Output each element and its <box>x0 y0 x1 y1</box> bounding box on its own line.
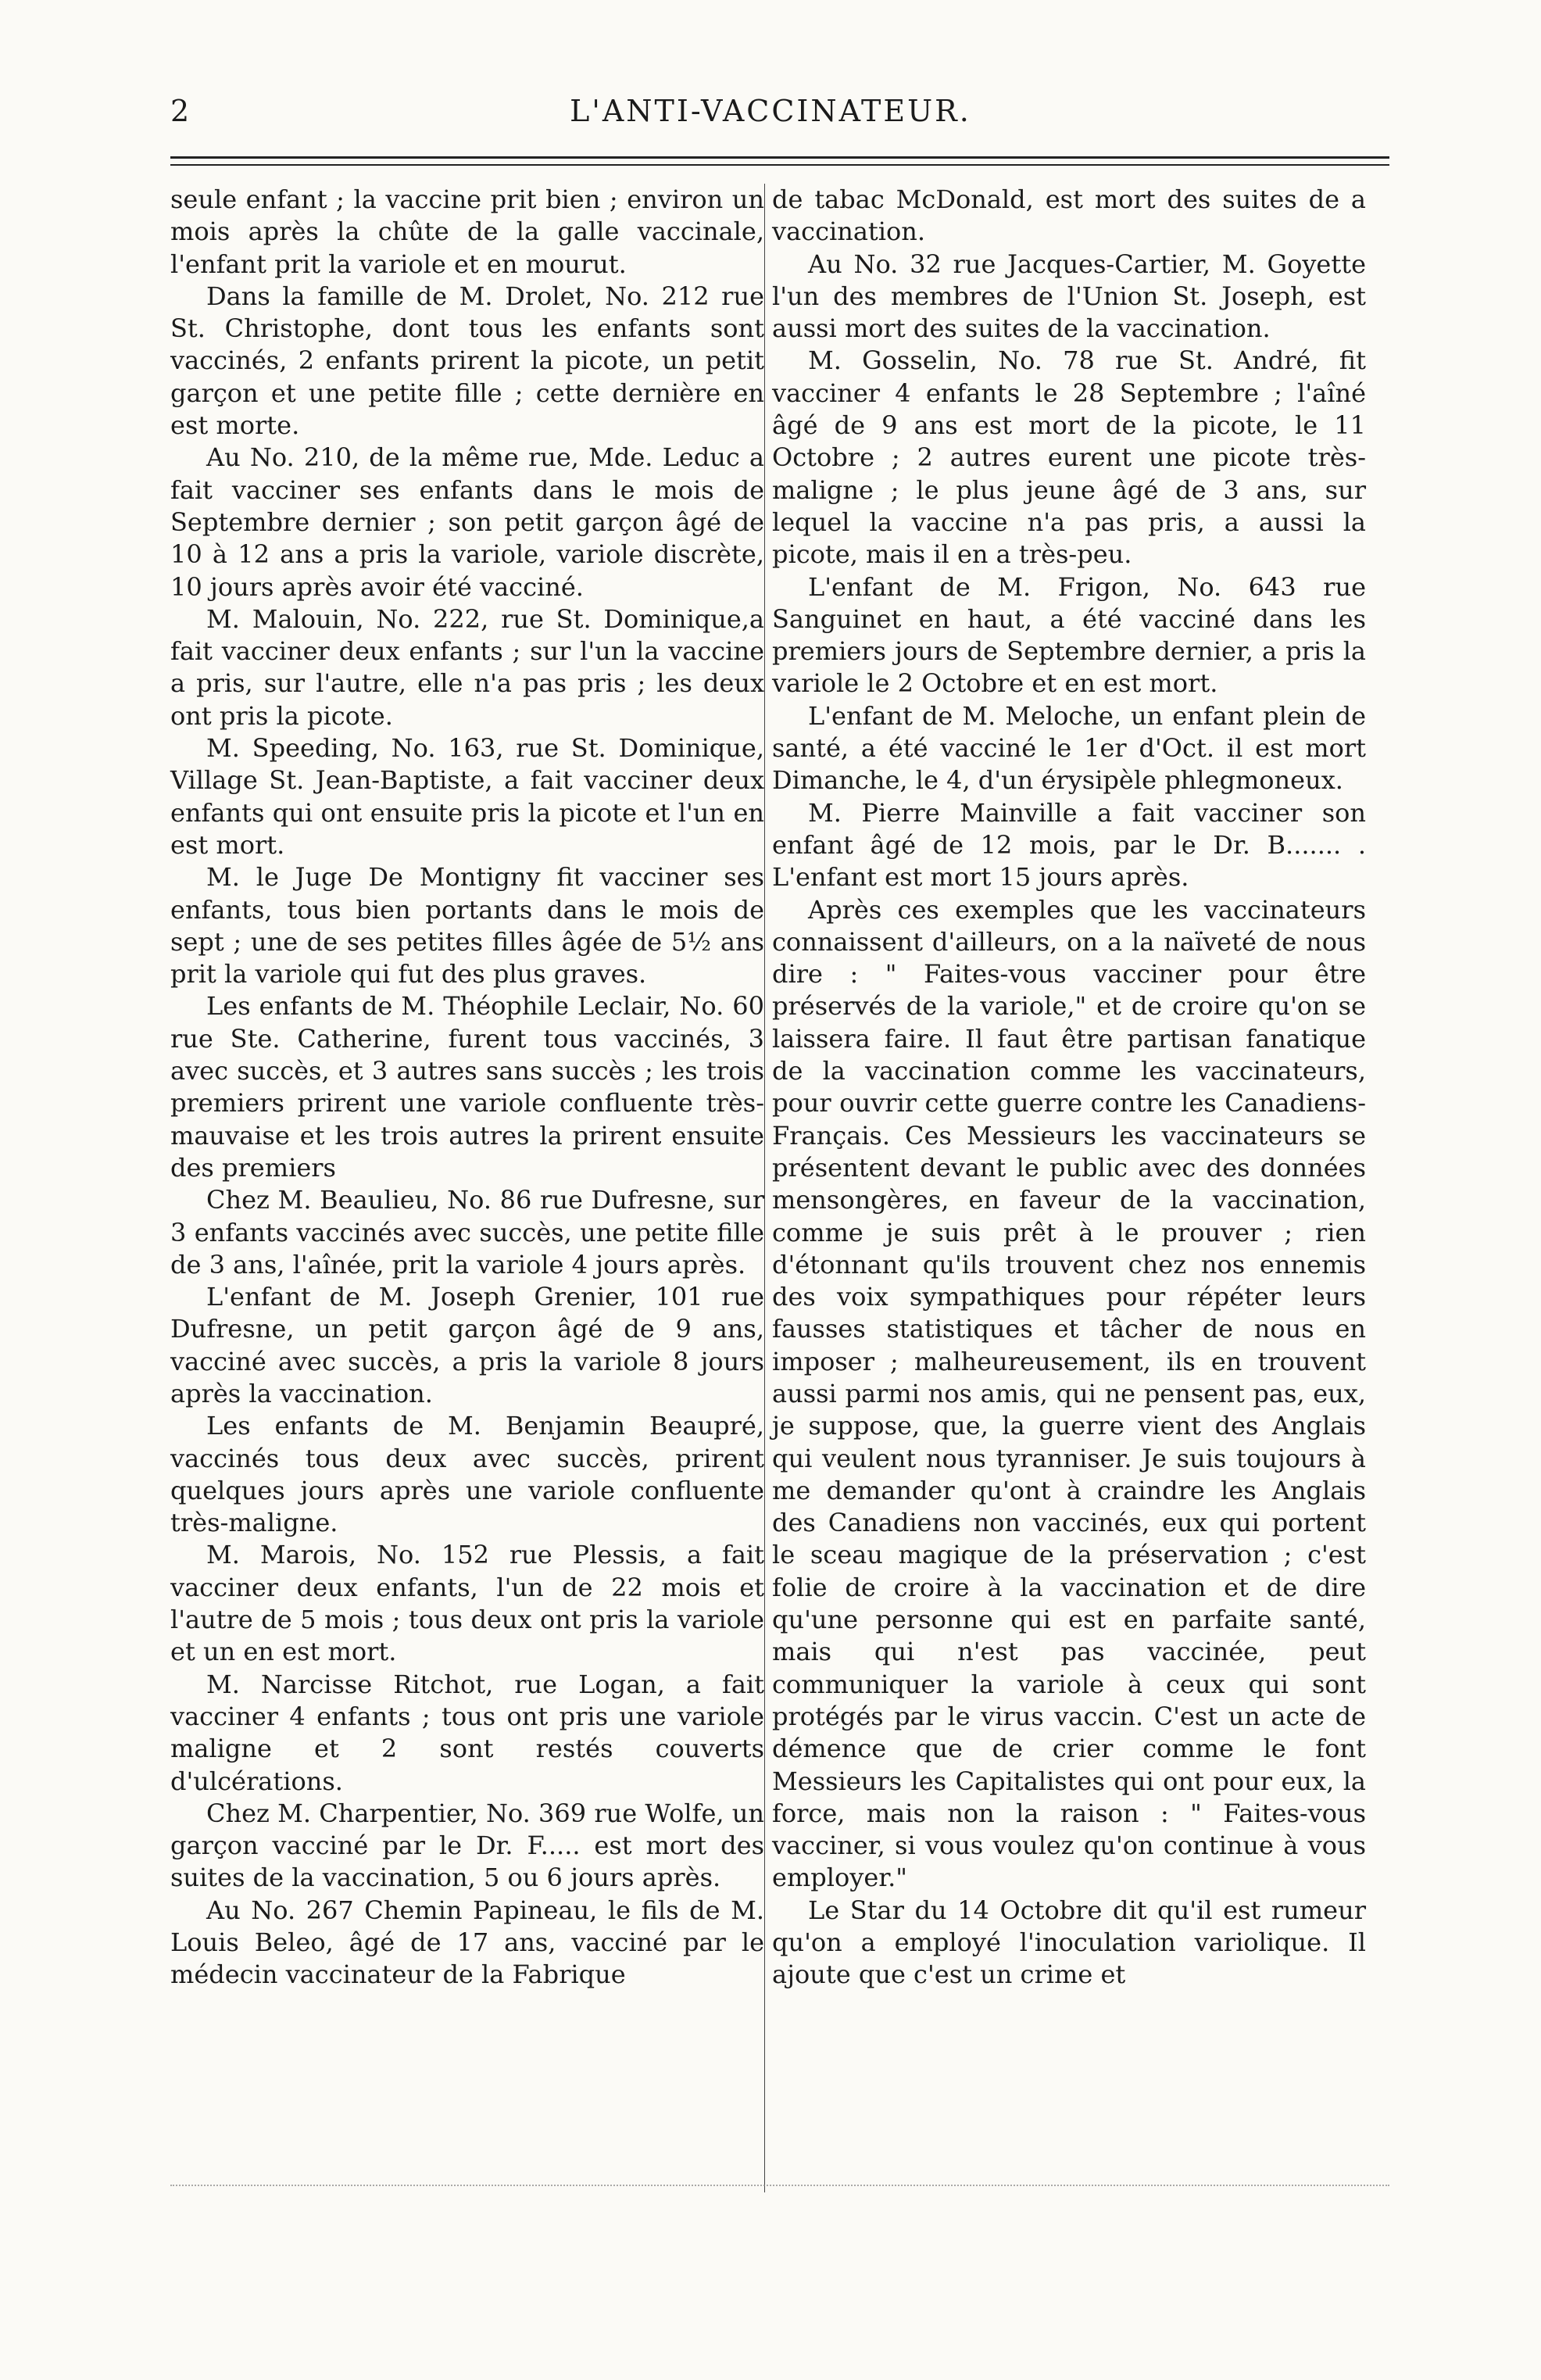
header-rule-top <box>170 156 1389 159</box>
paragraph: Chez M. Charpentier, No. 369 rue Wolfe, un garçon vacciné par le Dr. F..... est mort des suites de la vaccination, 5 ou 6 jours après. <box>170 1798 764 1893</box>
paragraph: M. Speeding, No. 163, rue St. Dominique, Village St. Jean-Baptiste, a fait vacciner deux enfants qui ont ensuite pris la picote et l'un en est mort. <box>170 733 764 860</box>
paragraph: M. Gosselin, No. 78 rue St. André, fit vacciner 4 enfants le 28 Septembre ; l'aîné âgé de 9 ans est mort de la picote, le 11 Octobre ; 2 autres eurent une picote très-maligne ; le plus jeune âgé de 3 ans, sur lequel la vaccine n'a pas pris, a aussi la picote, mais il en a très-peu. <box>772 345 1366 570</box>
paragraph: Dans la famille de M. Drolet, No. 212 rue St. Christophe, dont tous les enfants sont vaccinés, 2 enfants prirent la picote, un petit garçon et une petite fille ; cette dernière en est morte. <box>170 281 764 441</box>
paragraph: L'enfant de M. Frigon, No. 643 rue Sanguinet en haut, a été vacciné dans les premiers jours de Septembre dernier, a pris la variole le 2 Octobre et en est mort. <box>772 571 1366 699</box>
paragraph: Les enfants de M. Théophile Leclair, No. 60 rue Ste. Catherine, furent tous vaccinés, 3 avec succès, et 3 autres sans succès ; les trois premiers prirent une variole confluente très-mauvaise et les trois autres la prirent ensuite des premiers <box>170 991 764 1183</box>
paragraph: Les enfants de M. Benjamin Beaupré, vaccinés tous deux avec succès, prirent quelques jours après une variole confluente très-maligne. <box>170 1411 764 1538</box>
paragraph: M. Malouin, No. 222, rue St. Dominique,a fait vacciner deux enfants ; sur l'un la vaccine a pris, sur l'autre, elle n'a pas pris ; les deux ont pris la picote. <box>170 603 764 731</box>
paragraph: L'enfant de M. Meloche, un enfant plein de santé, a été vacciné le 1er d'Oct. il est mort Dimanche, le 4, d'un érysipèle phlegmoneux. <box>772 700 1366 796</box>
paragraph: seule enfant ; la vaccine prit bien ; environ un mois après la chûte de la galle vaccinale, l'enfant prit la variole et en mourut. <box>170 184 764 279</box>
paragraph: Chez M. Beaulieu, No. 86 rue Dufresne, sur 3 enfants vaccinés avec succès, une petite fille de 3 ans, l'aînée, prit la variole 4 jours après. <box>170 1185 764 1279</box>
paragraph: Au No. 267 Chemin Papineau, le fils de M. Louis Beleo, âgé de 17 ans, vacciné par le médecin vaccinateur de la Fabrique <box>170 1895 764 1990</box>
paragraph: Au No. 32 rue Jacques-Cartier, M. Goyette l'un des membres de l'Union St. Joseph, est aussi mort des suites de la vaccination. <box>772 249 1366 344</box>
paragraph: M. Marois, No. 152 rue Plessis, a fait vacciner deux enfants, l'un de 22 mois et l'autre de 5 mois ; tous deux ont pris la variole et un en est mort. <box>170 1540 764 1667</box>
left-column <box>170 184 764 1992</box>
paragraph: de tabac McDonald, est mort des suites de a vaccination. <box>772 184 1366 247</box>
column-divider <box>764 184 765 2192</box>
page-header <box>0 94 1541 141</box>
paragraph: L'enfant de M. Joseph Grenier, 101 rue Dufresne, un petit garçon âgé de 9 ans, vacciné avec succès, a pris la variole 8 jours après la vaccination. <box>170 1282 764 1408</box>
paragraph: M. Pierre Mainville a fait vacciner son enfant âgé de 12 mois, par le Dr. B....... . L'enfant est mort 15 jours après. <box>772 797 1366 893</box>
paragraph: Le Star du 14 Octobre dit qu'il est rumeur qu'on a employé l'inoculation variolique. Il ajoute que c'est un crime et <box>772 1895 1366 1990</box>
running-title: L'ANTI-VACCINATEUR. <box>570 94 971 128</box>
paragraph: M. le Juge De Montigny fit vacciner ses enfants, tous bien portants dans le mois de sept ; une de ses petites filles âgée de 5½ ans prit la variole qui fut des plus graves. <box>170 862 764 990</box>
page-number: 2 <box>170 94 190 128</box>
paragraph: Au No. 210, de la même rue, Mde. Leduc a fait vacciner ses enfants dans le mois de Septembre dernier ; son petit garçon âgé de 10 à 12 ans a pris la variole, variole discrète, 10 jours après avoir été vacciné. <box>170 442 764 602</box>
header-rule-bottom <box>170 164 1389 166</box>
right-column <box>772 184 1366 1992</box>
bottom-print-noise <box>170 2185 1389 2199</box>
paragraph: M. Narcisse Ritchot, rue Logan, a fait vacciner 4 enfants ; tous ont pris une variole maligne et 2 sont restés couverts d'ulcérations. <box>170 1669 764 1796</box>
paragraph: Après ces exemples que les vaccinateurs connaissent d'ailleurs, on a la naïveté de nous dire : " Faites-vous vacciner pour être préservés de la variole," et de croire qu'on se laissera faire. Il faut être partisan fanatique de la vaccination comme les vaccinateurs, pour ouvrir cette guerre contre les Canadiens-Français. Ces Messieurs les vaccinateurs se présentent devant le public avec des données mensongères, en faveur de la vaccination, comme je suis prêt à le prouver ; rien d'étonnant qu'ils trouvent chez nos ennemis des voix sympathiques pour répéter leurs fausses statistiques et tâcher de nous en imposer ; malheureusement, ils en trouvent aussi parmi nos amis, qui ne pensent pas, eux, je suppose, que, la guerre vient des Anglais qui veulent nous tyranniser. Je suis toujours à me demander qu'ont à craindre les Anglais des Canadiens non vaccinés, eux qui portent le sceau magique de la préservation ; c'est folie de croire à la vaccination et de dire qu'une personne qui est en parfaite santé, mais qui n'est pas vaccinée, peut communiquer la variole à ceux qui sont protégés par le virus vaccin. C'est un acte de démence que de crier comme le font Messieurs les Capitalistes qui ont pour eux, la force, mais non la raison : " Faites-vous vacciner, si vous voulez qu'on continue à vous employer." <box>772 894 1366 1893</box>
